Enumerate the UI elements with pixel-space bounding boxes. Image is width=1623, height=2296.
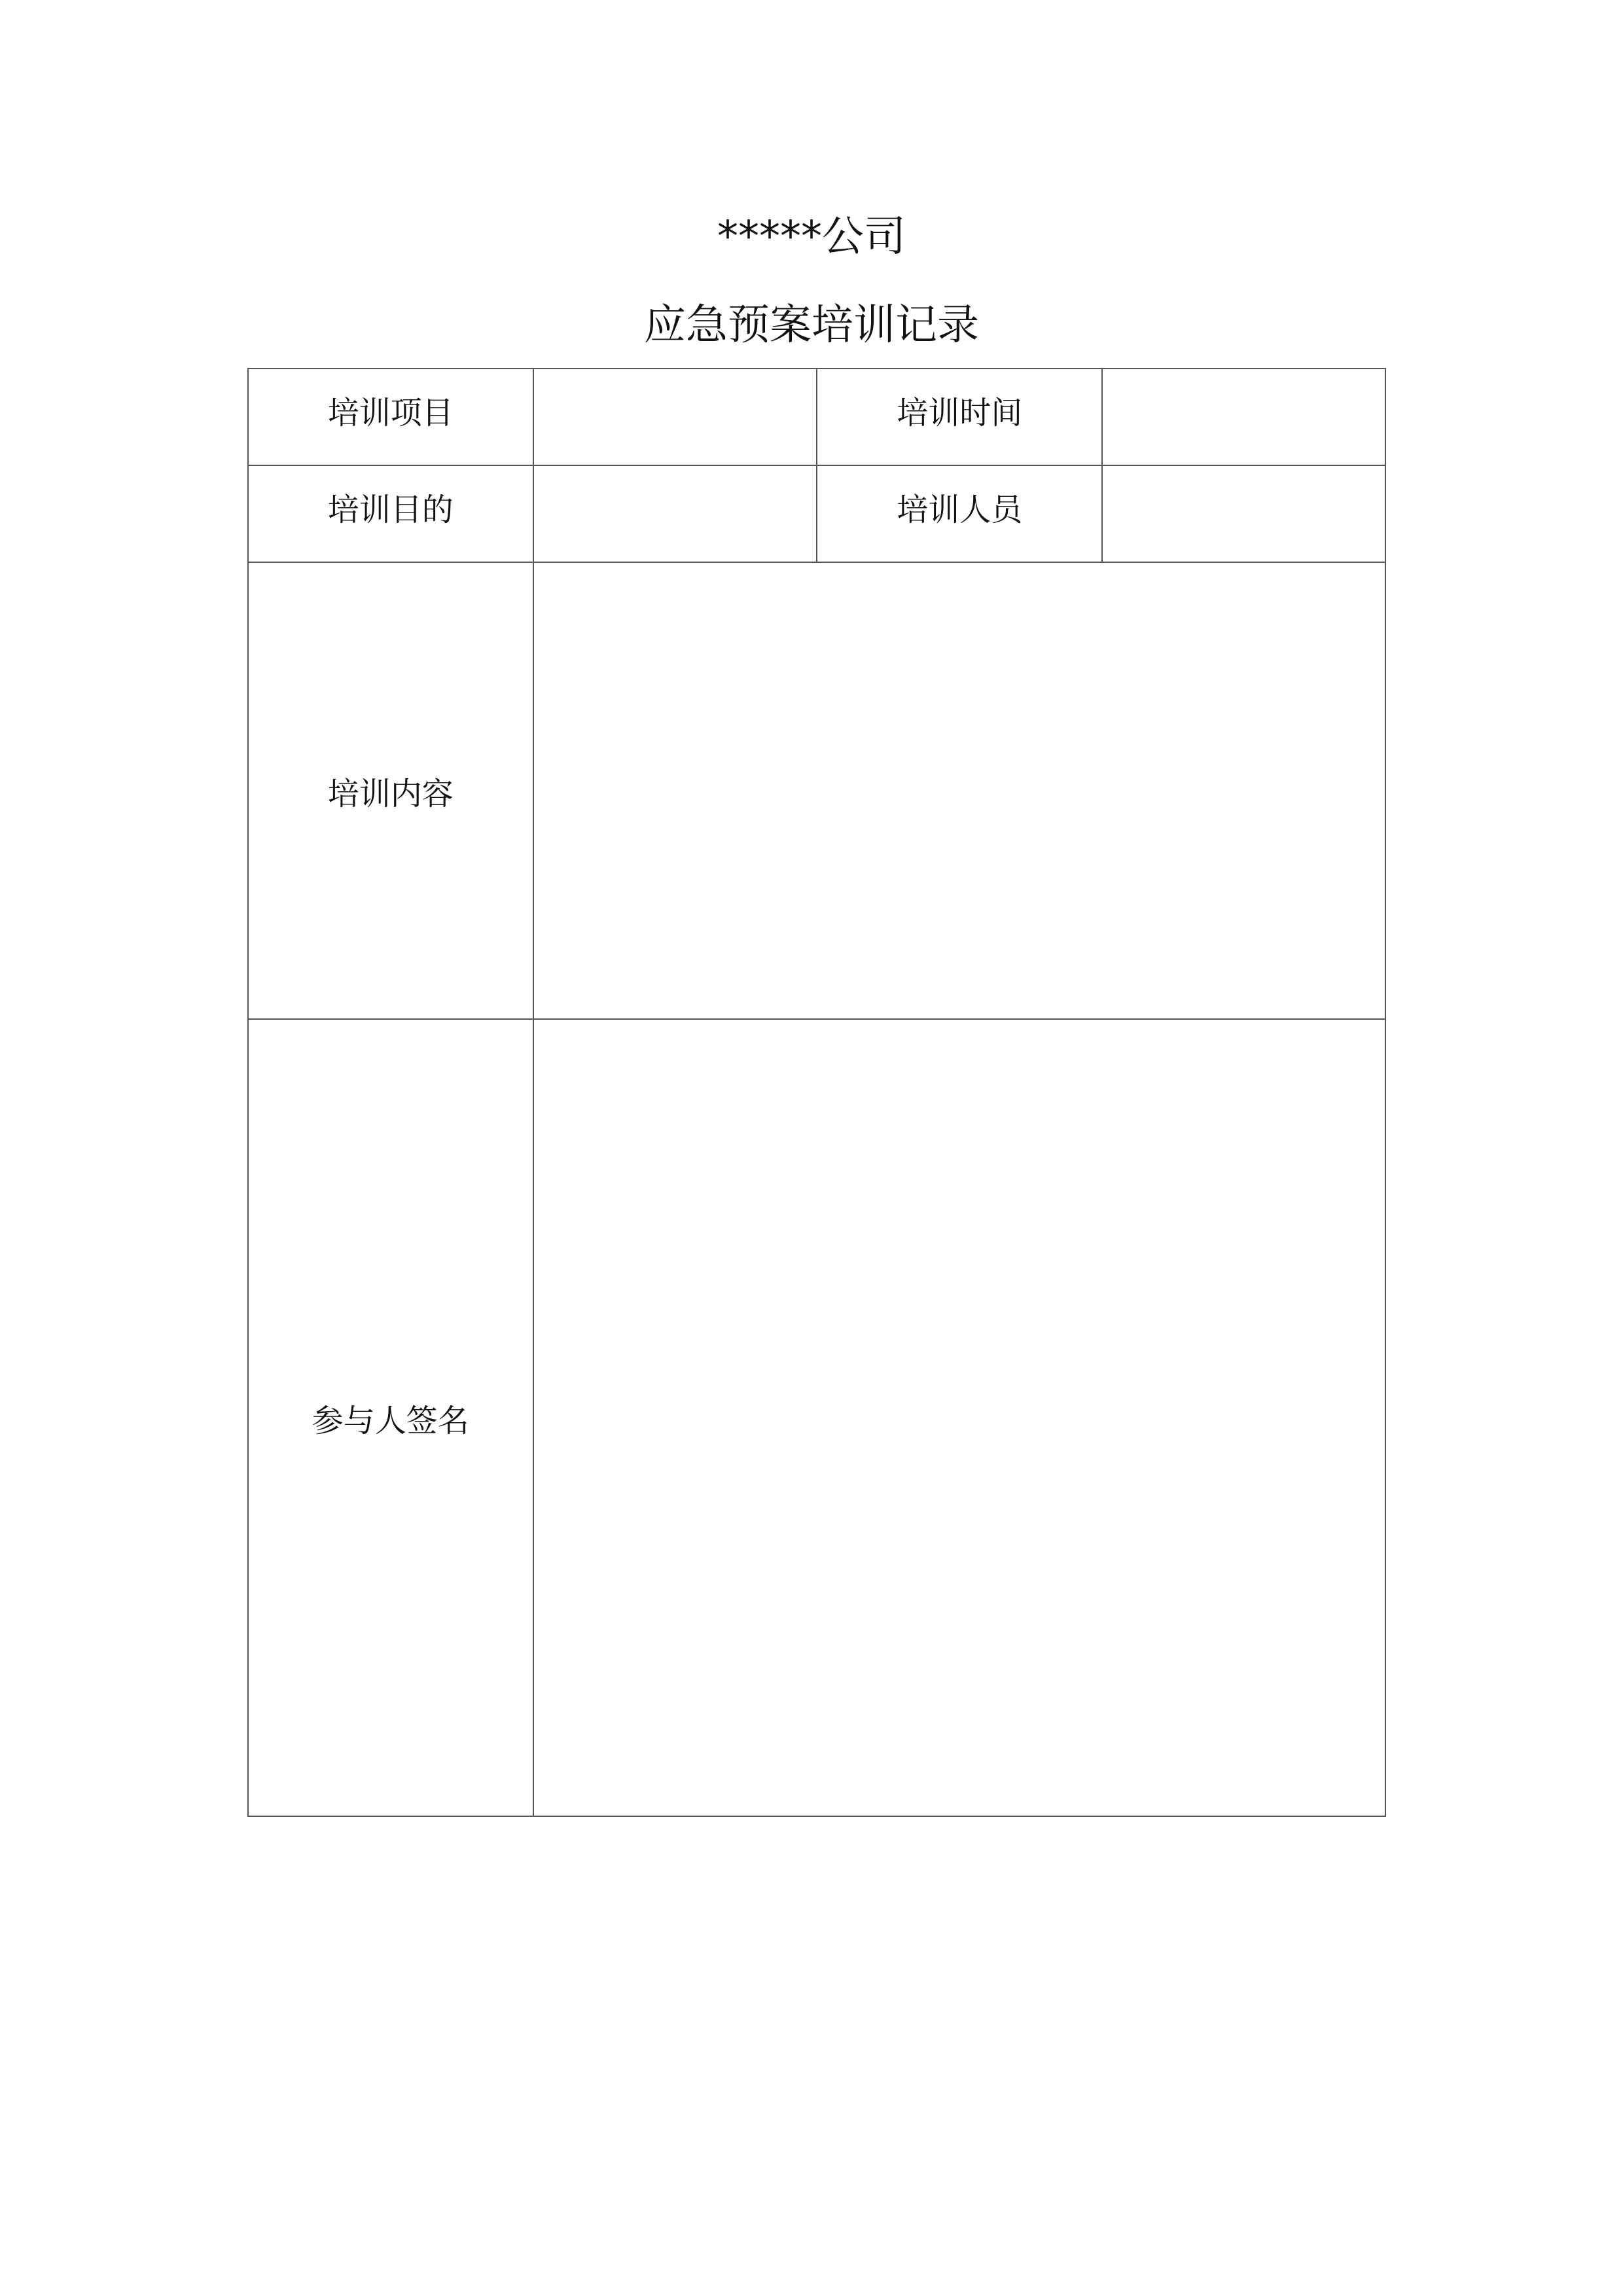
participant-signature-field[interactable] — [533, 1019, 1386, 1816]
training-record-table — [247, 368, 1386, 1817]
participant-signature-label: 参与人签名 — [248, 1019, 533, 1816]
form-title: 应急预案培训记录 — [644, 301, 979, 350]
training-time-field[interactable] — [1102, 368, 1385, 465]
table-row — [248, 1019, 1385, 1816]
training-purpose-field[interactable] — [533, 465, 817, 562]
trainer-field[interactable] — [1102, 465, 1385, 562]
training-content-label: 培训内容 — [248, 562, 533, 1019]
training-content-field[interactable] — [533, 562, 1386, 1019]
training-purpose-label: 培训目的 — [248, 465, 533, 562]
table-row — [248, 368, 1385, 465]
training-item-label: 培训项目 — [248, 368, 533, 465]
training-time-label: 培训时间 — [817, 368, 1103, 465]
company-title: *****公司 — [717, 213, 906, 261]
table-row — [248, 562, 1385, 1019]
training-item-field[interactable] — [533, 368, 817, 465]
table-row — [248, 465, 1385, 562]
trainer-label: 培训人员 — [817, 465, 1103, 562]
